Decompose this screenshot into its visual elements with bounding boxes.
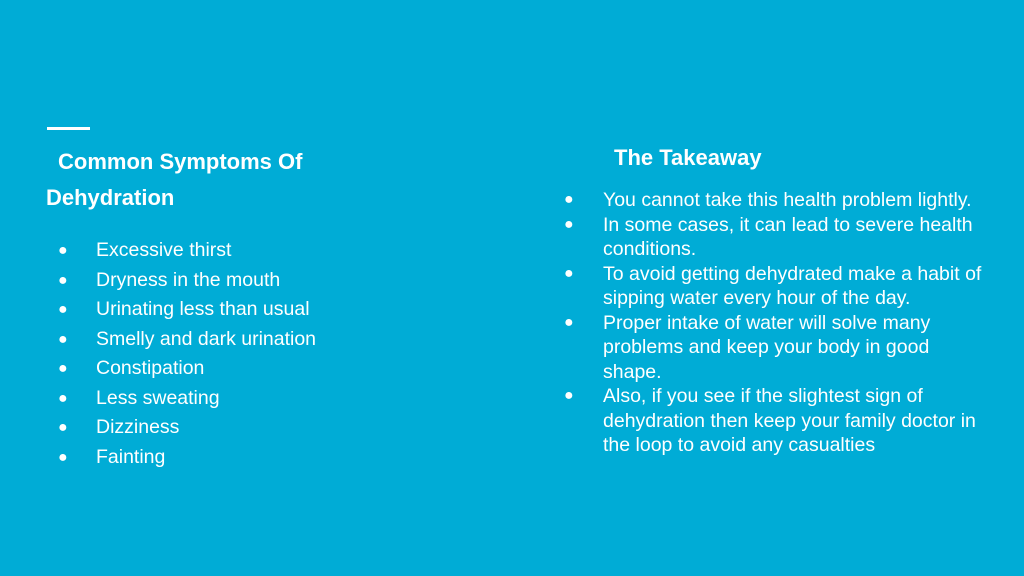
list-item-text: Dryness in the mouth: [96, 268, 281, 291]
symptoms-title: [46, 144, 386, 216]
bullet-icon: ●: [58, 271, 68, 289]
list-item-text: Excessive thirst: [96, 239, 232, 261]
list-item: [560, 384, 990, 458]
list-item-text: Constipation: [96, 357, 205, 379]
list-item: [46, 354, 386, 384]
list-item-text: Less sweating: [96, 386, 220, 409]
list-item: [560, 311, 990, 385]
list-item-text: To avoid getting dehydrated make a habit of sipping water every hour of the day.: [603, 262, 982, 309]
list-item-text: Dizziness: [96, 416, 180, 438]
bullet-icon: ●: [564, 215, 574, 233]
list-item: [46, 413, 386, 443]
bullet-icon: ●: [564, 191, 574, 208]
list-item-text: Fainting: [96, 445, 166, 468]
bullet-icon: ●: [58, 242, 68, 259]
symptoms-list: [46, 236, 386, 472]
list-item: [560, 188, 990, 213]
list-item: [46, 295, 386, 325]
list-item: [560, 213, 990, 262]
list-item-text: In some cases, it can lead to severe health conditions.: [603, 213, 973, 260]
bullet-icon: ●: [58, 301, 68, 318]
takeaway-section: [560, 140, 990, 458]
list-item: [46, 266, 386, 296]
bullet-icon: ●: [58, 419, 68, 436]
bullet-icon: ●: [58, 389, 68, 407]
symptoms-title-line2: Dehydration: [46, 185, 175, 210]
list-item-text: Smelly and dark urination: [96, 327, 317, 350]
accent-line: [47, 127, 90, 130]
list-item-text: Urinating less than usual: [96, 298, 310, 320]
bullet-icon: ●: [564, 313, 574, 331]
list-item-text: You cannot take this health problem lightly.: [603, 189, 972, 211]
list-item: [46, 443, 386, 473]
symptoms-section: [46, 144, 386, 472]
symptoms-title-line1: Common Symptoms Of: [58, 149, 303, 174]
bullet-icon: ●: [564, 387, 574, 404]
list-item-text: Proper intake of water will solve many problems and keep your body in good shape.: [603, 311, 931, 383]
list-item: [560, 262, 990, 311]
takeaway-list: [560, 188, 990, 458]
list-item-text: Also, if you see if the slightest sign of dehydration then keep your family doctor in the loop to avoid any casualties: [603, 385, 976, 456]
bullet-icon: ●: [58, 448, 68, 466]
bullet-icon: ●: [58, 360, 68, 377]
takeaway-title: The Takeaway: [614, 145, 762, 170]
list-item: [46, 384, 386, 414]
list-item: [46, 236, 386, 266]
list-item: [46, 325, 386, 355]
bullet-icon: ●: [564, 264, 574, 282]
bullet-icon: ●: [58, 330, 68, 348]
